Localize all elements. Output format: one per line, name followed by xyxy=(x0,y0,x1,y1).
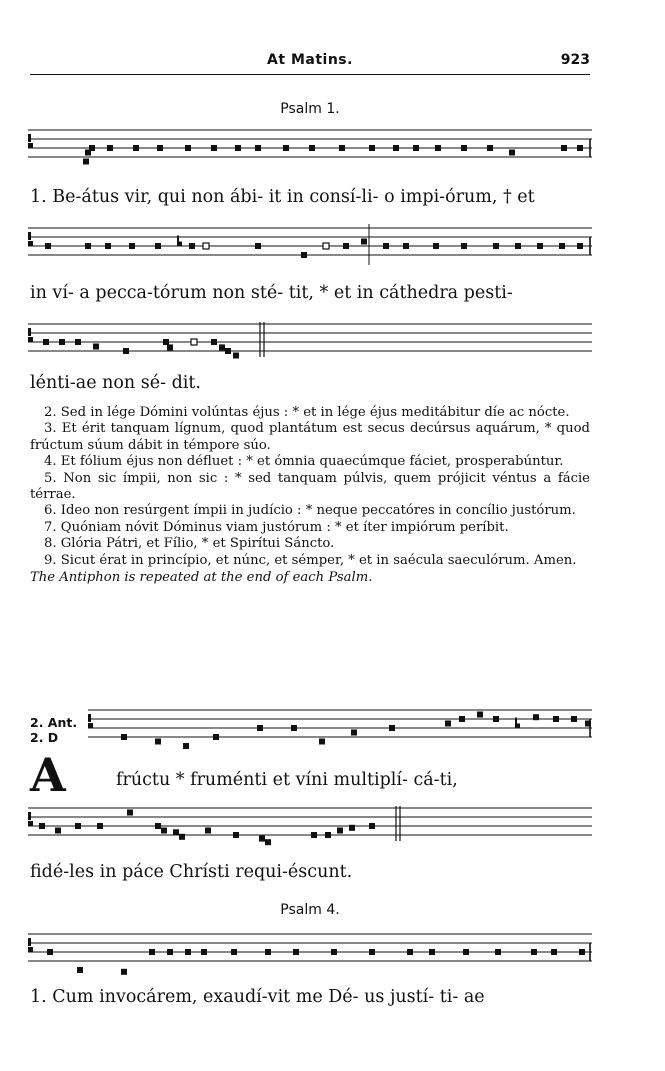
neume xyxy=(133,145,139,151)
neume xyxy=(105,243,111,249)
neume xyxy=(123,348,129,354)
psalm-1-heading: Psalm 1. xyxy=(280,101,340,117)
neume xyxy=(561,145,567,151)
clef-mark xyxy=(28,134,31,142)
chant-staff xyxy=(28,924,592,980)
neume xyxy=(553,716,559,722)
neume xyxy=(301,252,307,258)
neume xyxy=(89,145,95,151)
neume xyxy=(255,145,261,151)
clef-mark xyxy=(88,723,93,728)
rubric: The Antiphon is repeated at the end of each Psalm. xyxy=(30,570,373,586)
neume xyxy=(293,949,299,955)
verse: 5. Non sic ímpii, non sic : * sed tanquam púlvis, quem prójicit véntus a fácie térrae. xyxy=(30,470,590,503)
neume xyxy=(75,823,81,829)
neume xyxy=(93,344,99,350)
neume xyxy=(155,243,161,249)
neume xyxy=(173,829,179,835)
neume xyxy=(259,836,265,842)
initial-letter: A xyxy=(30,748,66,802)
lyric-line: 1. Cum invocárem, exaudí-vit me Dé- us justí- ti- ae xyxy=(30,987,485,1007)
psalm-4-heading: Psalm 4. xyxy=(280,902,340,918)
neume xyxy=(161,828,167,834)
neume xyxy=(413,145,419,151)
neume xyxy=(189,243,195,249)
neume xyxy=(351,730,357,736)
neume xyxy=(403,243,409,249)
neume xyxy=(265,839,271,845)
neume xyxy=(571,716,577,722)
neume xyxy=(459,716,465,722)
neume xyxy=(477,712,483,718)
neume xyxy=(211,339,217,345)
neume xyxy=(179,834,185,840)
neume xyxy=(349,825,355,831)
neume xyxy=(487,145,493,151)
neume xyxy=(225,348,231,354)
neume xyxy=(213,734,219,740)
neume xyxy=(577,243,583,249)
neume xyxy=(309,145,315,151)
neume xyxy=(127,810,133,816)
neume xyxy=(149,949,155,955)
neume xyxy=(461,243,467,249)
neume xyxy=(121,734,127,740)
neume xyxy=(201,949,207,955)
neume xyxy=(509,150,515,156)
neume xyxy=(265,949,271,955)
clef-mark xyxy=(28,143,33,148)
neume xyxy=(369,949,375,955)
neume xyxy=(43,339,49,345)
neume xyxy=(85,243,91,249)
neume xyxy=(393,145,399,151)
neume xyxy=(551,949,557,955)
neume xyxy=(167,344,173,350)
neume xyxy=(579,949,585,955)
neume xyxy=(493,243,499,249)
neume xyxy=(369,145,375,151)
neume-flat xyxy=(177,242,182,246)
neume xyxy=(59,339,65,345)
neume xyxy=(155,739,161,745)
neume xyxy=(45,243,51,249)
neume xyxy=(121,969,127,975)
neume xyxy=(461,145,467,151)
verse: 8. Glória Pátri, et Fílio, * et Spirítui Sáncto. xyxy=(44,536,335,552)
neume xyxy=(155,823,161,829)
neume xyxy=(533,714,539,720)
verse: 9. Sicut érat in princípio, et núnc, et sémper, * et in saécula saeculórum. Amen. xyxy=(44,552,577,568)
neume xyxy=(283,145,289,151)
lyric-line: 1. Be-átus vir, qui non ábi- it in consí-li- o impi-órum, † et xyxy=(30,187,535,207)
clef-mark xyxy=(28,337,33,342)
neume xyxy=(537,243,543,249)
neume xyxy=(383,243,389,249)
antiphon-label: 2. Ant. xyxy=(30,715,78,730)
neume xyxy=(325,832,331,838)
neume xyxy=(369,823,375,829)
neume xyxy=(107,145,113,151)
neume xyxy=(339,145,345,151)
clef-mark xyxy=(28,328,31,336)
neume xyxy=(433,243,439,249)
neume-hollow xyxy=(191,339,197,345)
neume xyxy=(493,716,499,722)
clef-mark xyxy=(28,947,33,952)
clef-mark xyxy=(28,812,31,820)
verse: 7. Quóniam nóvit Dóminus viam justórum : * et íter impiórum períbit. xyxy=(44,519,509,535)
clef-mark xyxy=(28,241,33,246)
neume xyxy=(343,243,349,249)
neume xyxy=(331,949,337,955)
lyric-line: fidé-les in páce Chrísti requi-éscunt. xyxy=(30,862,353,882)
neume xyxy=(47,949,53,955)
verse: 2. Sed in lége Dómini volúntas éjus : * et in lége éjus meditábitur díe ac nócte. xyxy=(44,405,570,420)
neume xyxy=(255,243,261,249)
neume xyxy=(211,145,217,151)
neume xyxy=(319,739,325,745)
neume xyxy=(167,949,173,955)
verse: 4. Et fólium éjus non défluet : * et ómnia quaecúmque fáciet, prosperabúntur. xyxy=(44,454,564,470)
neume xyxy=(429,949,435,955)
neume xyxy=(495,949,501,955)
neume xyxy=(185,949,191,955)
psalm-verses xyxy=(30,405,590,586)
clef-mark xyxy=(28,938,31,946)
chant-staff xyxy=(28,698,592,758)
neume xyxy=(559,243,565,249)
neume xyxy=(183,743,189,749)
neume xyxy=(445,721,451,727)
clef-mark xyxy=(28,821,33,826)
neume xyxy=(337,828,343,834)
lyric-line: frúctu * fruménti et víni multiplí- cá-ti, xyxy=(116,770,458,790)
lyric-line: in ví- a pecca-tórum non sté- tit, * et in cáthedra pesti- xyxy=(30,283,513,303)
neume xyxy=(577,145,583,151)
antiphon-mode: 2. D xyxy=(30,730,59,745)
neume xyxy=(235,145,241,151)
neume xyxy=(231,949,237,955)
page-number: 923 xyxy=(560,52,590,68)
lyric-line: lénti-ae non sé- dit. xyxy=(30,373,201,393)
verse: 3. Et érit tanquam lígnum, quod plantátum est secus decúrsus aquárum, * quod frúctum súum dábit in témpore súo. xyxy=(30,421,590,453)
neume xyxy=(129,243,135,249)
running-head xyxy=(30,52,590,75)
neume xyxy=(157,145,163,151)
neume xyxy=(55,828,61,834)
neume xyxy=(463,949,469,955)
verse: 6. Ideo non resúrgent ímpii in judício : * neque peccatóres in concílio justórum. xyxy=(44,503,576,519)
neume xyxy=(361,239,367,245)
neume xyxy=(291,725,297,731)
neume xyxy=(163,339,169,345)
neume xyxy=(77,967,83,973)
neume xyxy=(311,832,317,838)
neume xyxy=(97,823,103,829)
neume xyxy=(257,725,263,731)
neume xyxy=(531,949,537,955)
running-title: At Matins. xyxy=(267,52,353,68)
clef-mark xyxy=(28,232,31,240)
neume xyxy=(233,353,239,359)
neume-hollow xyxy=(323,243,329,249)
chant-staff xyxy=(28,124,592,170)
neume xyxy=(185,145,191,151)
neume xyxy=(219,344,225,350)
chant-staff xyxy=(28,218,592,274)
neume xyxy=(205,828,211,834)
neume-hollow xyxy=(203,243,209,249)
chant-staff xyxy=(28,314,592,370)
neume-flat xyxy=(515,724,520,728)
neume xyxy=(83,159,89,165)
neume xyxy=(39,823,45,829)
neume xyxy=(407,949,413,955)
chant-staff xyxy=(28,800,592,862)
neume xyxy=(389,725,395,731)
neume xyxy=(233,832,239,838)
clef-mark xyxy=(88,714,91,722)
neume xyxy=(435,145,441,151)
neume xyxy=(515,243,521,249)
neume xyxy=(75,339,81,345)
